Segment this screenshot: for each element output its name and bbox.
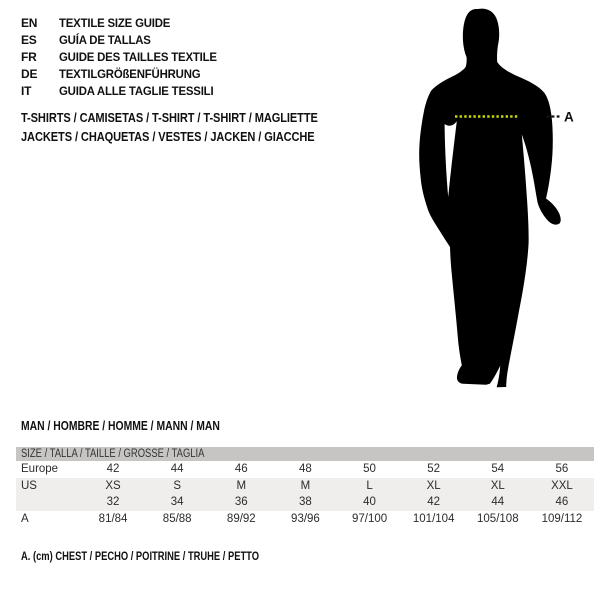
table-cell: 109/112 [541,512,583,525]
table-cell: 48 [299,463,312,475]
table-cell: 44 [491,496,505,509]
language-row [21,66,225,83]
table-cell: 89/92 [226,512,256,525]
table-cell: 50 [363,463,376,475]
table-cell: 46 [234,463,248,475]
table-cell: 46 [555,496,569,509]
table-cell: 52 [427,463,441,475]
language-code: EN [21,16,38,31]
table-cell: 36 [234,496,248,509]
table-cell: M [236,479,247,492]
table-row-europe [16,461,594,478]
table-cell: 40 [363,496,376,509]
table-cell: M [300,479,311,492]
garment-categories [21,108,318,146]
table-cell: 34 [170,496,184,509]
size-table [16,447,594,527]
table-row-us [16,478,594,495]
category-line-jackets: JACKETS / CHAQUETAS / VESTES / JACKEN / GIACCHE [21,129,315,145]
man-silhouette-figure [400,0,600,400]
table-cell: XS [105,479,121,492]
measure-label-a: A [564,109,574,125]
language-row [21,15,225,32]
table-cell: 38 [299,496,312,509]
table-cell: 42 [427,496,441,509]
table-cell: 44 [170,463,184,475]
size-table-header [16,447,594,461]
table-cell: 97/100 [351,512,388,525]
language-title-list [21,15,225,99]
table-cell: 32 [106,496,120,509]
language-code: IT [21,84,32,98]
language-row [21,32,225,49]
language-code: FR [21,50,37,65]
table-cell: XL [426,479,441,492]
category-line-tshirts: T-SHIRTS / CAMISETAS / T-SHIRT / T-SHIRT / MAGLIETTE [21,110,318,125]
language-row [21,83,225,100]
row-label: Europe [21,463,59,475]
section-title-man: MAN / HOMBRE / HOMME / MANN / MAN [21,419,220,433]
table-cell: 105/108 [477,512,519,525]
language-row [21,49,225,66]
measurement-footnote: A. (cm) CHEST / PECHO / POITRINE / TRUHE / PETTO [21,549,260,563]
table-cell: XL [490,479,505,492]
table-cell: S [173,479,182,492]
table-cell: 85/88 [162,512,192,525]
table-cell: 56 [555,463,569,475]
table-row-numeric [16,494,594,511]
language-code: ES [21,33,37,48]
table-cell: 101/104 [412,512,455,525]
table-cell: XXL [551,479,573,492]
table-row-chest-a [16,511,594,528]
language-title: TEXTILGRÖßENFÜHRUNG [59,67,201,82]
man-silhouette [419,9,561,388]
table-cell: 93/96 [291,512,320,525]
language-title: GUÍA DE TALLAS [59,33,151,48]
language-title: GUIDA ALLE TAGLIE TESSILI [59,84,214,98]
language-code: DE [21,67,38,82]
row-label: A [21,512,29,525]
row-label: US [21,479,37,492]
size-table-header-label: SIZE / TALLA / TAILLE / GRÖSSE / TAGLIA [21,448,205,460]
row-label [16,494,81,511]
language-title: TEXTILE SIZE GUIDE [59,16,171,31]
table-cell: L [366,479,373,492]
table-cell: 42 [106,463,120,475]
language-title: GUIDE DES TAILLES TEXTILE [59,50,217,65]
table-cell: 81/84 [98,512,128,525]
table-cell: 54 [491,463,505,475]
